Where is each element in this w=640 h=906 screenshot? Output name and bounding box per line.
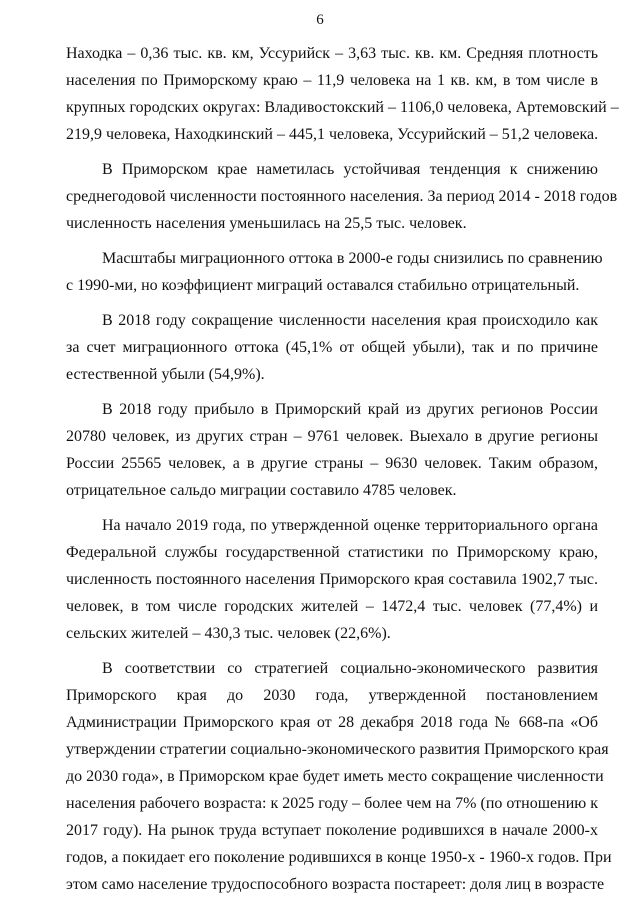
text-line: численность населения уменьшилась на 25,5 тыс. человек. bbox=[66, 215, 467, 232]
text-line: населения рабочего возраста: к 2025 году – более чем на 7% (по отношению к bbox=[66, 795, 598, 812]
text-line: человек, в том числе городских жителей – 1472,4 тыс. человек (77,4%) и bbox=[66, 598, 598, 615]
text-line: численность постоянного населения Приморского края составила 1902,7 тыс. bbox=[66, 571, 598, 588]
document-body bbox=[66, 40, 619, 906]
paragraph bbox=[66, 655, 612, 898]
text-line: естественной убыли (54,9%). bbox=[66, 366, 265, 383]
paragraph bbox=[66, 40, 619, 148]
text-line: сельских жителей – 430,3 тыс. человек (22,6%). bbox=[66, 625, 391, 642]
paragraph bbox=[66, 245, 603, 299]
text-line: утверждении стратегии социально-экономического развития Приморского края bbox=[66, 741, 609, 758]
text-line: Приморского края до 2030 года, утвержденной постановлением bbox=[66, 687, 598, 704]
text-line: Федеральной службы государственной статистики по Приморскому краю, bbox=[66, 544, 598, 561]
text-line: Администрации Приморского края от 28 декабря 2018 года № 668-па «Об bbox=[66, 714, 598, 731]
text-line: крупных городских округах: Владивостокский – 1106,0 человека, Артемовский – bbox=[66, 99, 619, 116]
text-line: 2017 году). На рынок труда вступает поколение родившихся в начале 2000-х bbox=[66, 822, 598, 839]
text-line: В 2018 году сокращение численности населения края происходило как bbox=[102, 312, 598, 329]
text-line: среднегодовой численности постоянного населения. За период 2014 - 2018 годов bbox=[66, 188, 618, 205]
text-line: до 2030 года», в Приморском крае будет иметь место сокращение численности bbox=[66, 768, 604, 785]
paragraph bbox=[66, 307, 598, 388]
paragraph bbox=[66, 512, 598, 647]
text-line: 219,9 человека, Находкинский – 445,1 человека, Уссурийский – 51,2 человека. bbox=[66, 126, 599, 143]
text-line: На начало 2019 года, по утвержденной оценке территориального органа bbox=[102, 517, 598, 534]
text-line: отрицательное сальдо миграции составило 4785 человек. bbox=[66, 482, 457, 499]
text-line: за счет миграционного оттока (45,1% от общей убыли), так и по причине bbox=[66, 339, 598, 356]
text-line: В 2018 году прибыло в Приморский край из других регионов России bbox=[102, 401, 598, 418]
paragraph bbox=[66, 156, 618, 237]
text-line: В Приморском крае наметилась устойчивая тенденция к снижению bbox=[102, 161, 598, 178]
paragraph bbox=[66, 396, 598, 504]
text-line: Масштабы миграционного оттока в 2000-е годы снизились по сравнению bbox=[102, 250, 603, 267]
text-line: с 1990-ми, но коэффициент миграций оставался стабильно отрицательный. bbox=[66, 277, 580, 294]
text-line: России 25565 человек, а в другие страны – 9630 человек. Таким образом, bbox=[66, 455, 598, 472]
text-line: годов, а покидает его поколение родившихся в конце 1950-х - 1960-х годов. При bbox=[66, 849, 612, 866]
text-line: Находка – 0,36 тыс. кв. км, Уссурийск – 3,63 тыс. кв. км. Средняя плотность bbox=[66, 45, 598, 62]
text-line: В соответствии со стратегией социально-экономического развития bbox=[102, 660, 598, 677]
text-line: 20780 человек, из других стран – 9761 человек. Выехало в другие регионы bbox=[66, 428, 598, 445]
page-number: 6 bbox=[316, 12, 324, 28]
text-line: этом само население трудоспособного возраста постареет: доля лиц в возрасте bbox=[66, 876, 605, 893]
text-line: населения по Приморскому краю – 11,9 человека на 1 кв. км, в том числе в bbox=[66, 72, 598, 89]
